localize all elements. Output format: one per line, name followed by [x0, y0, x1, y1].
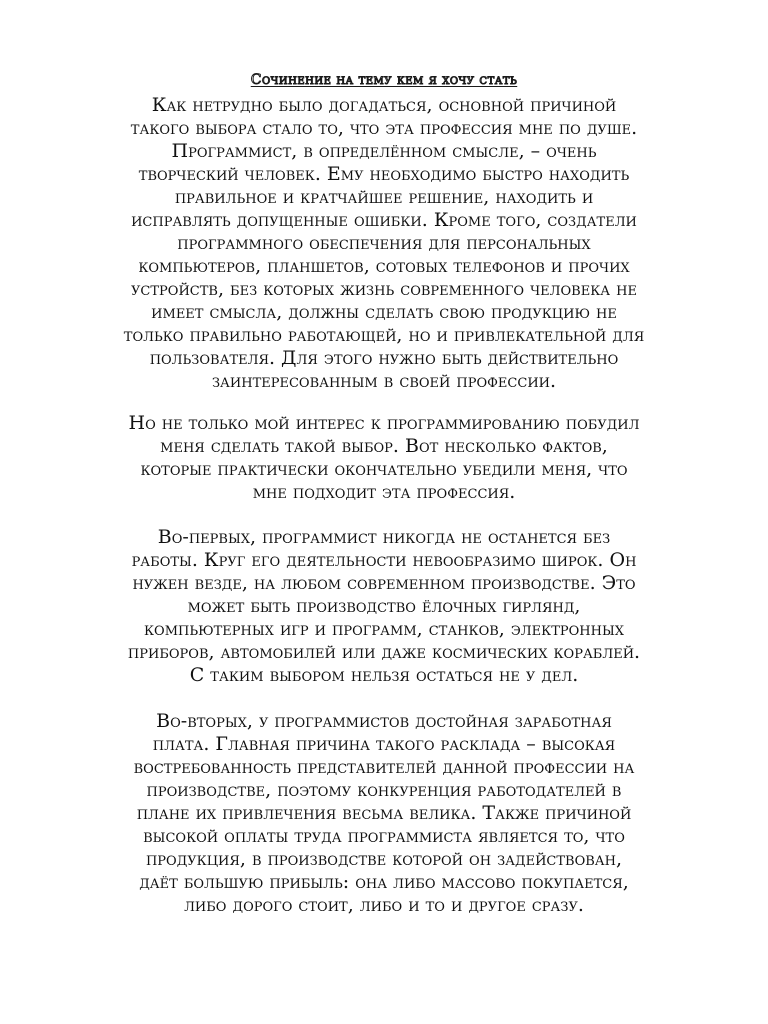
- text-line: может быть производство ёлочных гирлянд,: [187, 595, 581, 617]
- text-line: меня сделать такой выбор. Вот несколько фактов,: [160, 435, 608, 457]
- text-line: высокой оплаты труда программиста является то, что: [143, 825, 625, 847]
- text-line: С таким выбором нельзя остаться не у дел.: [189, 664, 579, 686]
- text-line: приборов, автомобилей или даже космических кораблей.: [127, 641, 641, 663]
- text-line: Как нетрудно было догадаться, основной причиной: [151, 94, 617, 116]
- text-line: заинтересованным в своей профессии.: [211, 370, 557, 392]
- text-line: мне подходит эта профессия.: [252, 481, 516, 503]
- text-line: плата. Главная причина такого расклада – высокая: [152, 733, 616, 755]
- paragraph-2: [92, 412, 676, 504]
- text-line: такого выбора стало то, что эта профессия мне по душе.: [130, 117, 638, 139]
- text-line: только правильно работающей, но и привлекательной для: [123, 324, 645, 346]
- text-line: устройств, без которых жизнь современного человека не: [131, 278, 637, 300]
- text-line: творческий человек. Ему необходимо быстро находить: [138, 163, 630, 185]
- text-line: востребованность представителей данной профессии на: [133, 756, 635, 778]
- text-line: программного обеспечения для персональных: [177, 232, 591, 254]
- text-line: правильное и кратчайшее решение, находить и: [174, 186, 594, 208]
- text-line: даёт большую прибыль: она либо массово покупается,: [139, 871, 629, 893]
- text-line: Во-первых, программист никогда не останется без: [157, 526, 611, 548]
- text-line: плане их привлечения весьма велика. Также причиной: [136, 802, 632, 824]
- text-line: работы. Круг его деятельности невообразимо широк. Он: [131, 549, 637, 571]
- text-line: продукция, в производстве которой он задействован,: [145, 848, 623, 870]
- text-line: либо дорого стоит, либо и то и другое сразу.: [184, 894, 584, 916]
- paragraph-1: [92, 94, 676, 393]
- paragraph-3: [92, 526, 676, 687]
- text-line: компьютеров, планшетов, сотовых телефонов и прочих: [138, 255, 630, 277]
- text-line: исправлять допущенные ошибки. Кроме того, создатели: [131, 209, 637, 231]
- text-line: производстве, поэтому конкуренция работодателей в: [146, 779, 622, 801]
- document-title: Сочинение на тему кем я хочу стать: [250, 72, 518, 88]
- text-line: нужен везде, на любом современном производстве. Это: [132, 572, 636, 594]
- text-line: Во-вторых, у программистов достойная заработная: [156, 710, 612, 732]
- text-line: которые практически окончательно убедили меня, что: [140, 458, 628, 480]
- text-line: Но не только мой интерес к программированию побудил: [128, 412, 640, 434]
- text-line: компьютерных игр и программ, станков, электронных: [143, 618, 624, 640]
- text-line: Программист, в определённом смысле, – очень: [171, 140, 597, 162]
- paragraph-4: [92, 710, 676, 917]
- text-line: пользователя. Для этого нужно быть действительно: [149, 347, 619, 369]
- text-line: имеет смысла, должны сделать свою продукцию не: [151, 301, 617, 323]
